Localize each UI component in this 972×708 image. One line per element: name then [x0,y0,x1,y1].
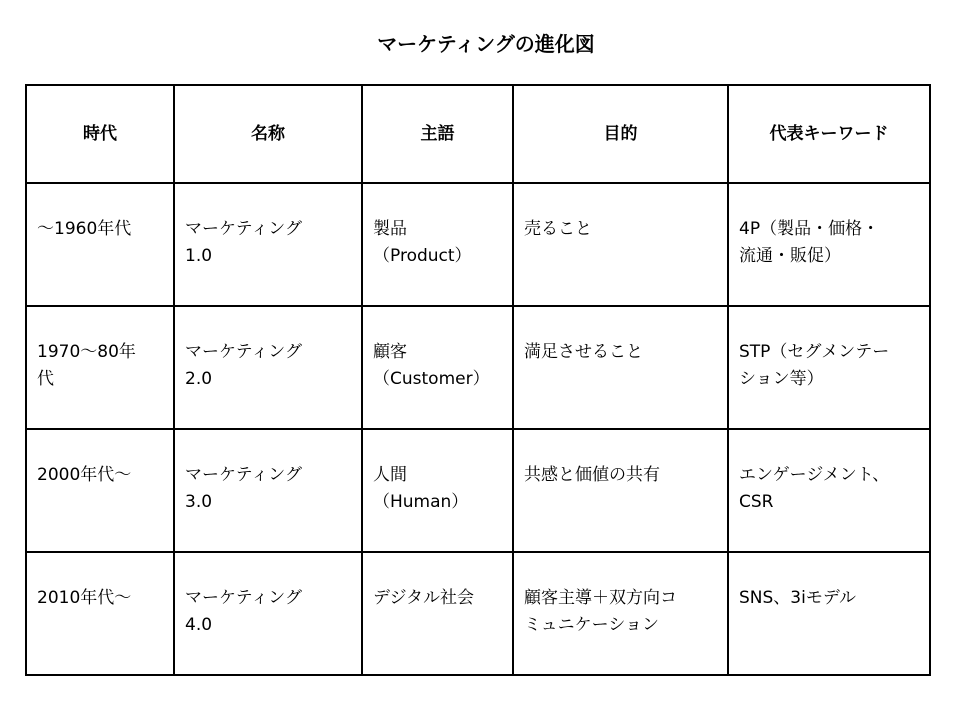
cell-line: ミュニケーション [524,615,659,635]
table-header-row [26,85,930,183]
cell-line: エンゲージメント、 [739,465,890,485]
cell-line: 人間 [373,465,407,485]
cell-line: ション等） [739,369,824,389]
cell-keywords [728,429,930,552]
marketing-evolution-table [25,84,931,676]
cell-line: 2.0 [185,369,213,389]
cell-line: 売ること [524,219,592,239]
cell-keywords [728,183,930,306]
cell-line: マーケティング [185,219,302,239]
cell-line: SNS、3iモデル [739,588,856,608]
table-row [26,306,930,429]
cell-line: 1970〜80年 [37,342,136,362]
cell-line: マーケティング [185,465,302,485]
cell-name [174,429,362,552]
table-row [26,552,930,675]
cell-line: 〜1960年代 [37,219,132,239]
cell-era [26,552,174,675]
cell-era [26,183,174,306]
cell-line: （Human） [373,492,469,512]
cell-goal [513,429,728,552]
cell-line: 2000年代〜 [37,465,132,485]
cell-name [174,306,362,429]
cell-line: 3.0 [185,492,213,512]
cell-line: 顧客主導＋双方向コ [524,588,677,608]
table-row [26,183,930,306]
cell-line: デジタル社会 [373,588,474,608]
cell-line: 満足させること [524,342,643,362]
header-keywords: 代表キーワード [728,85,930,183]
cell-line: （Product） [373,246,472,266]
cell-line: CSR [739,492,774,512]
cell-goal [513,183,728,306]
page-title: マーケティングの進化図 [377,32,595,56]
cell-keywords [728,306,930,429]
cell-line: STP（セグメンテー [739,342,890,362]
table-row [26,429,930,552]
header-subject: 主語 [362,85,513,183]
cell-keywords [728,552,930,675]
cell-line: 流通・販促） [739,246,841,266]
cell-line: 代 [37,369,54,389]
cell-name [174,183,362,306]
cell-line: マーケティング [185,588,302,608]
cell-line: 顧客 [373,342,407,362]
cell-line: （Customer） [373,369,490,389]
cell-subject [362,183,513,306]
header-era: 時代 [26,85,174,183]
cell-line: 2010年代〜 [37,588,132,608]
cell-goal [513,306,728,429]
cell-line: 4.0 [185,615,213,635]
cell-line: 1.0 [185,246,213,266]
cell-name [174,552,362,675]
cell-era [26,429,174,552]
cell-goal [513,552,728,675]
cell-line: 製品 [373,219,407,239]
header-goal: 目的 [513,85,728,183]
cell-subject [362,306,513,429]
cell-line: 共感と価値の共有 [524,465,660,485]
cell-era [26,306,174,429]
header-name: 名称 [174,85,362,183]
cell-subject [362,429,513,552]
cell-subject [362,552,513,675]
cell-line: マーケティング [185,342,302,362]
cell-line: 4P（製品・価格・ [739,219,880,239]
